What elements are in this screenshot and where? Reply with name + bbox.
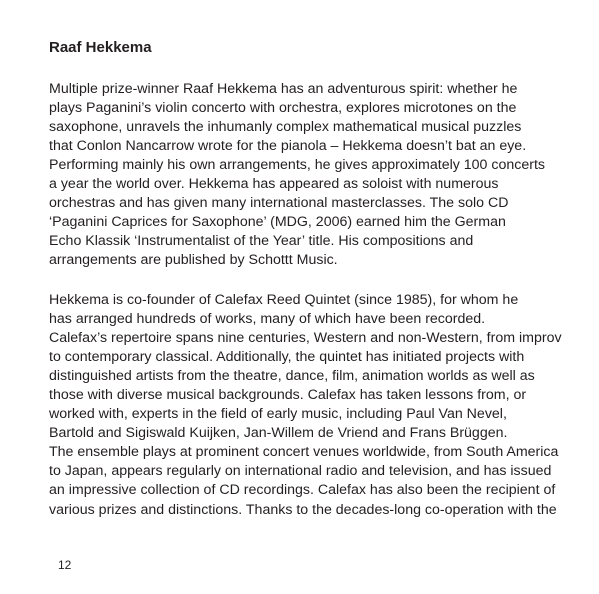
text-line: Echo Klassik ‘Instrumentalist of the Year’ title. His compositions and [49,233,474,250]
page-number: 12 [58,558,72,572]
section-heading: Raaf Hekkema [49,39,152,56]
text-line: Performing mainly his own arrangements, he gives approximately 100 concerts [49,157,546,174]
text-line: to contemporary classical. Additionally, the quintet has initiated projects with [49,349,525,366]
text-line: Bartold and Sigiswald Kuijken, Jan-Willem de Vriend and Frans Brüggen. [49,425,508,442]
text-line: Multiple prize-winner Raaf Hekkema has an adventurous spirit: whether he [49,81,518,97]
text-line: distinguished artists from the theatre, dance, film, animation worlds as well as [49,368,535,385]
text-line: Hekkema is co-founder of Calefax Reed Quintet (since 1985), for whom he [49,292,519,308]
paragraph-calefax [49,291,569,520]
text-line: arrangements are published by Schottt Music. [49,252,338,269]
text-line: worked with, experts in the field of early music, including Paul Van Nevel, [49,406,507,423]
text-line: an impressive collection of CD recordings. Calefax has also been the recipient of [49,482,556,499]
paragraph-biography [49,80,569,270]
text-line: has arranged hundreds of works, many of which have been recorded. [49,311,486,328]
text-line: various prizes and distinctions. Thanks to the decades-long co-operation with the [49,501,557,518]
text-line: that Conlon Nancarrow wrote for the pianola – Hekkema doesn’t bat an eye. [49,138,527,155]
text-line: ‘Paganini Caprices for Saxophone’ (MDG, 2006) earned him the German [49,214,506,231]
text-line: The ensemble plays at prominent concert venues worldwide, from South America [49,444,559,461]
text-line: those with diverse musical backgrounds. Calefax has taken lessons from, or [49,387,527,404]
text-line: a year the world over. Hekkema has appeared as soloist with numerous [49,176,499,193]
text-line: to Japan, appears regularly on international radio and television, and has issued [49,463,552,480]
text-line: Calefax’s repertoire spans nine centuries, Western and non-Western, from improv [49,330,562,347]
text-line: saxophone, unravels the inhumanly complex mathematical musical puzzles [49,119,522,136]
text-line: plays Paganini’s violin concerto with orchestra, explores microtones on the [49,100,517,117]
text-line: orchestras and has given many international masterclasses. The solo CD [49,195,509,212]
